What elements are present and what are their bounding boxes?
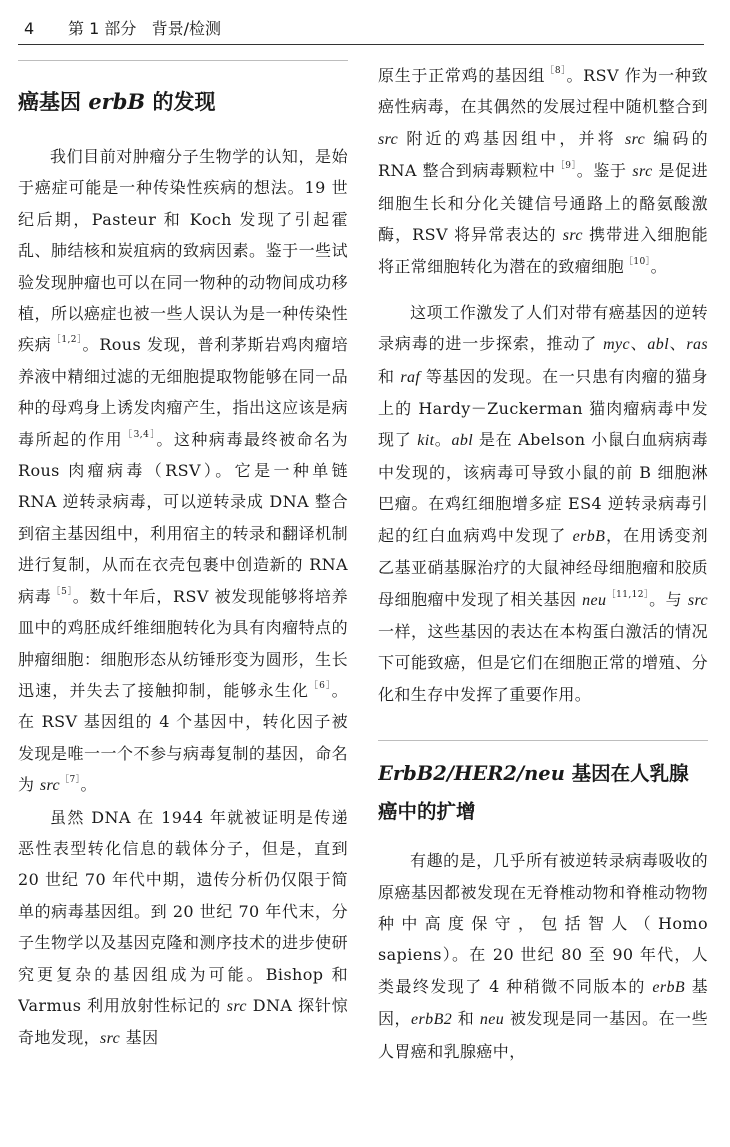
gene-name: src (378, 130, 399, 148)
paragraph (18, 141, 348, 802)
section-divider (378, 740, 708, 741)
text-run: 被发现是同一基因。在一些人胃癌和乳腺癌中， (378, 1009, 708, 1061)
citation: ［1,2］ (51, 335, 83, 346)
text-run: 等基因的发现。在一只患有肉瘤的猫身上的 Hardy－Zuckerman 猫肉瘤病毒中发现了 (378, 366, 708, 450)
text-run: 。 (80, 775, 97, 795)
gene-name: erbB (88, 89, 146, 114)
text-run: 原生于正常鸡的基因组 (378, 66, 546, 85)
text-run: 携带进入细胞能将正常细胞转化为潜在的致瘤细胞 (378, 225, 708, 277)
text-run: 编码的 RNA 整合到病毒颗粒中 (378, 128, 708, 181)
text-run: 是促进细胞生长和分化关键信号通路上的酪氨酸激酶，RSV 将异常表达的 (378, 161, 708, 245)
gene-name: ErbB2/HER2/neu (378, 762, 565, 786)
text-run: 癌基因 (18, 89, 89, 114)
gene-name: ras (686, 336, 708, 354)
gene-name: myc (603, 336, 631, 354)
page-header (18, 14, 704, 45)
paragraph (18, 802, 348, 1055)
text-run: 有趣的是，几乎所有被逆转录病毒吸收的原癌基因都被发现在无脊椎动物和脊椎动物物种中高度保守，包括智人（Homo sapiens）。在 20 世纪 80 至 90 年代，人类最终发现了 4 种稍微不同版本的 (378, 851, 708, 996)
text-run: 基因 (120, 1028, 159, 1048)
gene-name: erbB (652, 978, 686, 996)
text-run: 。与 (649, 589, 688, 609)
paragraph (378, 297, 708, 710)
gene-name: raf (400, 368, 421, 386)
text-run: 基因， (378, 976, 708, 1029)
citation: ［3,4］ (123, 429, 157, 440)
text-run: 和 (452, 1009, 480, 1029)
gene-name: src (226, 997, 247, 1015)
part-label: 第 1 部分 (68, 19, 137, 38)
gene-name: erbB (572, 527, 606, 545)
left-column (18, 60, 348, 1147)
gene-name: src (562, 227, 583, 245)
text-run: 是在 Abelson 小鼠白血病病毒中发现的，该病毒可导致小鼠的前 B 细胞淋巴瘤。在鸡红细胞增多症 ES4 逆转录病毒引起的红白血病鸡中发现了 (378, 430, 708, 545)
paragraph-continued (378, 60, 708, 283)
text-run: DNA 探针惊奇地发现， (18, 995, 348, 1048)
gene-name: erbB2 (411, 1011, 453, 1029)
text-run: 附近的鸡基因组中，并将 (398, 128, 625, 148)
text-run: 和 (378, 366, 401, 386)
text-run: 基因在人乳腺癌中的扩增 (378, 762, 689, 824)
right-column (378, 60, 708, 1147)
text-run: 。这种病毒最终被命名为 Rous 肉瘤病毒（RSV）。它是一种单链 RNA 逆转录病毒，可以逆转录成 DNA 整合到宿主基因组中，利用宿主的转录和翻译机制进行复制，从而在衣壳包裹中创造新的 RNA 病毒 (18, 429, 348, 606)
gene-name: neu (582, 591, 607, 609)
text-run: ，在用诱变剂乙基亚硝基脲治疗的大鼠神经母细胞瘤和胶质母细胞瘤中发现了相关基因 (378, 525, 708, 609)
citation: ［5］ (51, 586, 73, 597)
text-run: 。在 RSV 基因组的 4 个基因中，转化因子被发现是唯一一个不参与病毒复制的基因，命名为 (18, 680, 348, 795)
text-run: 。RSV 作为一种致癌性病毒，在其偶然的发展过程中随机整合到 (378, 66, 708, 117)
page-number: 4 (24, 19, 35, 38)
text-run: 。 (650, 257, 667, 277)
text-run: 、 (669, 334, 687, 354)
text-run: 、 (630, 334, 648, 354)
gene-name: abl (451, 432, 474, 450)
text-run: 这项工作激发了人们对带有癌基因的逆转录病毒的进一步探索，推动了 (378, 302, 708, 354)
citation: ［9］ (555, 161, 577, 172)
text-run: 。数十年后，RSV 被发现能够将培养皿中的鸡胚成纤维细胞转化为具有肉瘤特点的肿瘤细胞：细胞形态从纺锤形变为圆形，生长迅速，并失去了接触抑制，能够永生化 (18, 586, 348, 700)
gene-name: abl (647, 336, 670, 354)
section-divider (18, 60, 348, 61)
gene-name: src (100, 1030, 121, 1048)
citation: ［8］ (545, 65, 567, 76)
gene-name: neu (479, 1011, 505, 1029)
citation: ［11,12］ (606, 589, 650, 600)
text-run: 。鉴于 (576, 161, 633, 181)
text-run: 。Rous 发现，普利茅斯岩鸡肉瘤培养液中精细过滤的无细胞提取物能够在同一品种的母鸡身上诱发肉瘤产生，指出这应该是病毒所起的作用 (18, 335, 348, 449)
citation: ［6］ (309, 680, 332, 691)
paragraph (378, 845, 708, 1067)
text-run: 。 (434, 430, 452, 450)
text-run: 一样，这些基因的表达在本构蛋白激活的情况下可能致癌，但是它们在细胞正常的增殖、分化和生存中发挥了重要作用。 (378, 621, 708, 704)
section-heading-erbb2-amplification (378, 755, 708, 831)
citation: ［10］ (624, 257, 651, 268)
citation: ［7］ (60, 775, 81, 786)
text-run: 的发现 (145, 89, 216, 114)
gene-name: kit (417, 432, 435, 450)
section-heading-erbb-discovery (18, 83, 348, 121)
gene-name: src (687, 591, 708, 609)
topic-label: 背景/检测 (151, 19, 222, 38)
text-run: 我们目前对肿瘤分子生物学的认知，是始于癌症可能是一种传染性疾病的想法。19 世纪后期，Pasteur 和 Koch 发现了引起霍乱、肺结核和炭疽病的致病因素。鉴于一些试验发现肿瘤也可以在同一物种的动物间成功移植，所以癌症也被一些人误认为是一种传染性疾病 (18, 147, 348, 355)
gene-name: src (632, 163, 653, 181)
text-run: 虽然 DNA 在 1944 年就被证明是传递恶性表型转化信息的载体分子，但是，直到 20 世纪 70 年代中期，遗传分析仍仅限于简单的病毒基因组。到 20 世纪 70 年代末，分子生物学以及基因克隆和测序技术的进步使研究更复杂的基因组成为可能。Bishop 和 Varmus 利用放射性标记的 (18, 807, 348, 1015)
gene-name: src (624, 130, 646, 148)
gene-name: src (39, 777, 61, 795)
